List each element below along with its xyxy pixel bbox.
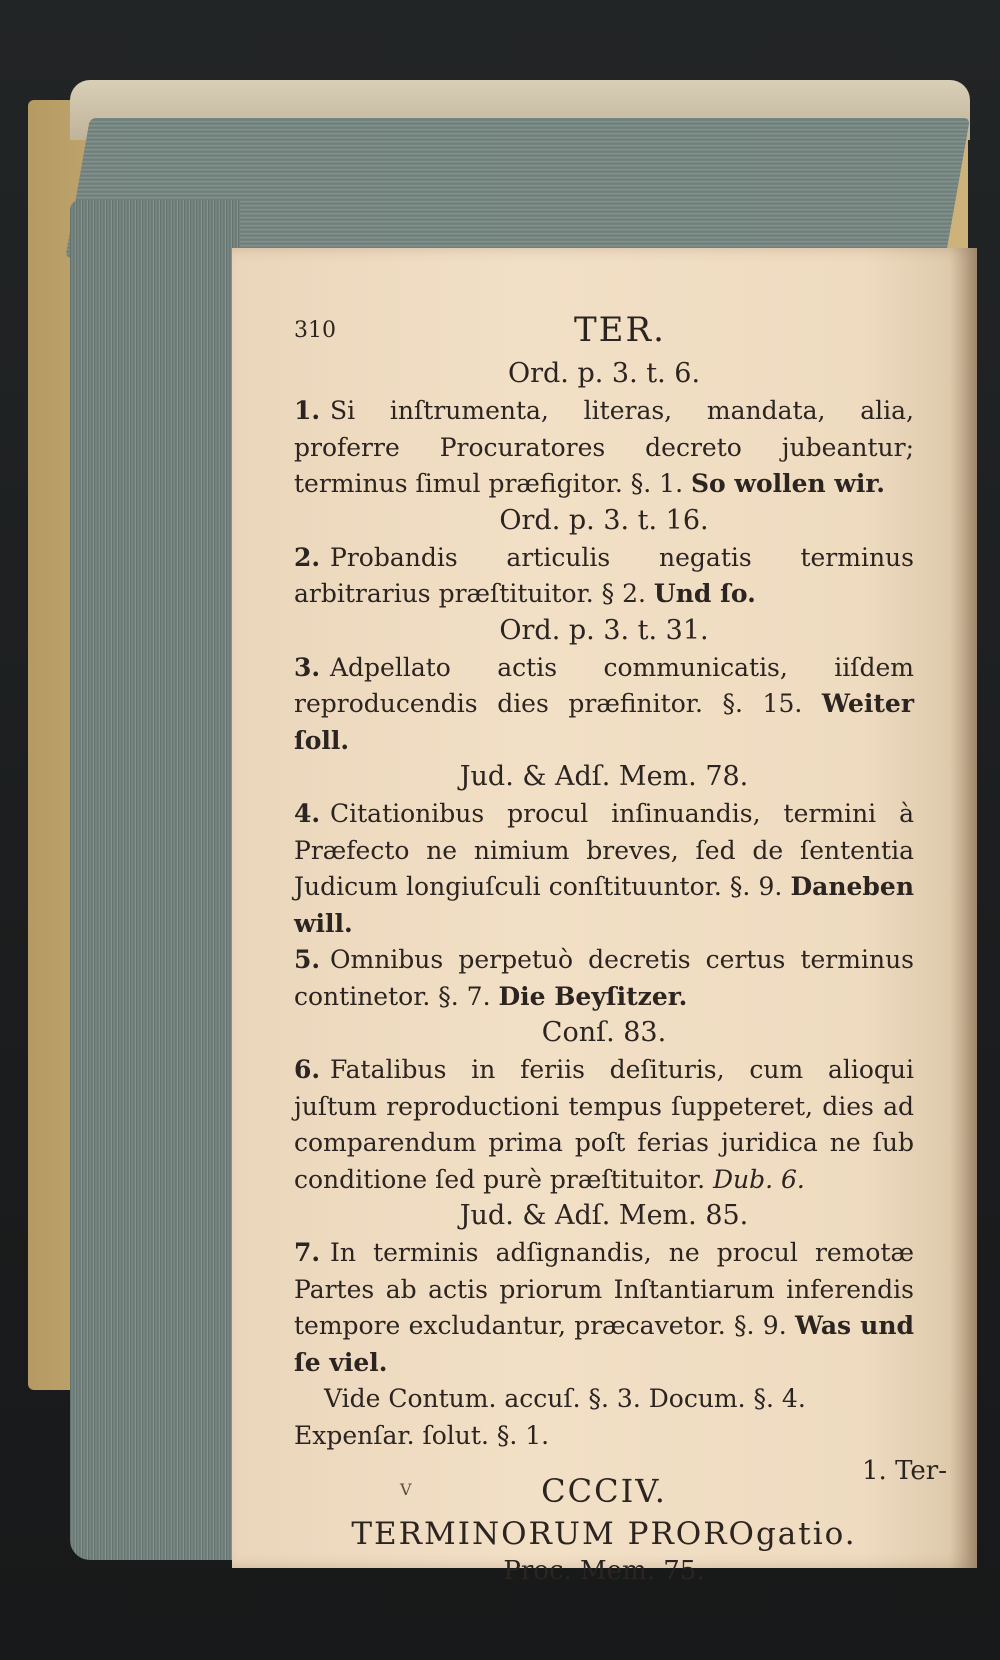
entry-text: Si inſtrumenta, literas, mandata, alia, proferre Procuratores decreto jubeantur; terminus ſimul præfigitor. §. 1. (294, 396, 914, 498)
entry-text: In terminis adſignandis, ne procul remotæ Partes ab actis priorum Inſtantiarum inferendis tempore excludantur, præcavetor. §. 9. (294, 1238, 914, 1340)
entry-german-incipit: Und ſo. (653, 579, 756, 608)
entry-text: Citationibus procul inſinuandis, termini à Præfecto ne nimium breves, ſed de ſententia Judicum longiuſculi conſtituuntor. §. 9. (294, 799, 914, 901)
source-reference: Ord. p. 3. t. 16. (499, 504, 709, 536)
cross-reference-vide: Vide Contum. accuſ. §. 3. Docum. §. 4. Expenſar. ſolut. §. 1. (294, 1384, 806, 1450)
entry-number: 3. (294, 652, 321, 682)
entry-dubium-ref: Dub. 6. (712, 1164, 805, 1194)
source-reference: Conſ. 83. (541, 1017, 667, 1048)
section-title: TERMINORUM PROROgatio. (351, 1516, 857, 1552)
section-number: CCCIV. (541, 1472, 667, 1510)
entry-7 (294, 1235, 914, 1381)
book-page (232, 248, 977, 1586)
source-reference: Ord. p. 3. t. 31. (499, 614, 709, 646)
entry-text: Adpellato actis communicatis, iiſdem reproducendis dies præfinitor. §. 15. (294, 652, 914, 718)
page-text (294, 310, 914, 1596)
entry-german-incipit: Daneben will. (294, 872, 914, 938)
section-reference: Proc. Mem. 75. (503, 1556, 705, 1586)
source-reference: Jud. & Adſ. Mem. 78. (459, 761, 749, 792)
catchword: 1. Ter- (862, 1456, 947, 1486)
entry-5 (294, 942, 914, 1015)
entry-1 (294, 393, 914, 503)
entry-2 (294, 540, 914, 613)
running-head: TER. (574, 310, 666, 350)
page-block-fore-edge (70, 200, 240, 1560)
entry-number: 5. (294, 945, 321, 974)
entry-german-incipit: Die Beyſitzer. (498, 981, 688, 1011)
entry-number: 2. (294, 542, 321, 572)
entry-text: Omnibus perpetuò decretis certus terminus continetor. §. 7. (294, 945, 914, 1011)
entry-number: 1. (294, 396, 321, 425)
entry-number: 4. (294, 799, 321, 828)
page-gutter-shadow (949, 248, 977, 1568)
entry-6 (294, 1052, 914, 1198)
entry-4 (294, 796, 914, 942)
entry-german-incipit: Was und ſe viel. (294, 1311, 914, 1377)
signature-mark: V (400, 1480, 412, 1499)
entry-3 (294, 650, 914, 760)
page-number: 310 (294, 318, 336, 343)
page-header (294, 310, 914, 356)
entry-text: Fatalibus in feriis deſituris, cum alioqui juſtum reproductioni tempus ſuppeteret, dies ad comparendum prima poſt ferias juridica ne ſub conditione ſed purè præſtituitor. (294, 1055, 914, 1194)
source-reference: Jud. & Adſ. Mem. 85. (459, 1200, 749, 1231)
entry-german-incipit: Weiter ſoll. (294, 689, 914, 755)
entry-german-incipit: So wollen wir. (691, 469, 886, 498)
entry-number: 7. (294, 1238, 321, 1267)
source-reference: Ord. p. 3. t. 6. (507, 358, 701, 389)
entry-text: Probandis articulis negatis terminus arbitrarius præſtituitor. § 2. (294, 542, 914, 608)
entry-number: 6. (294, 1055, 321, 1084)
